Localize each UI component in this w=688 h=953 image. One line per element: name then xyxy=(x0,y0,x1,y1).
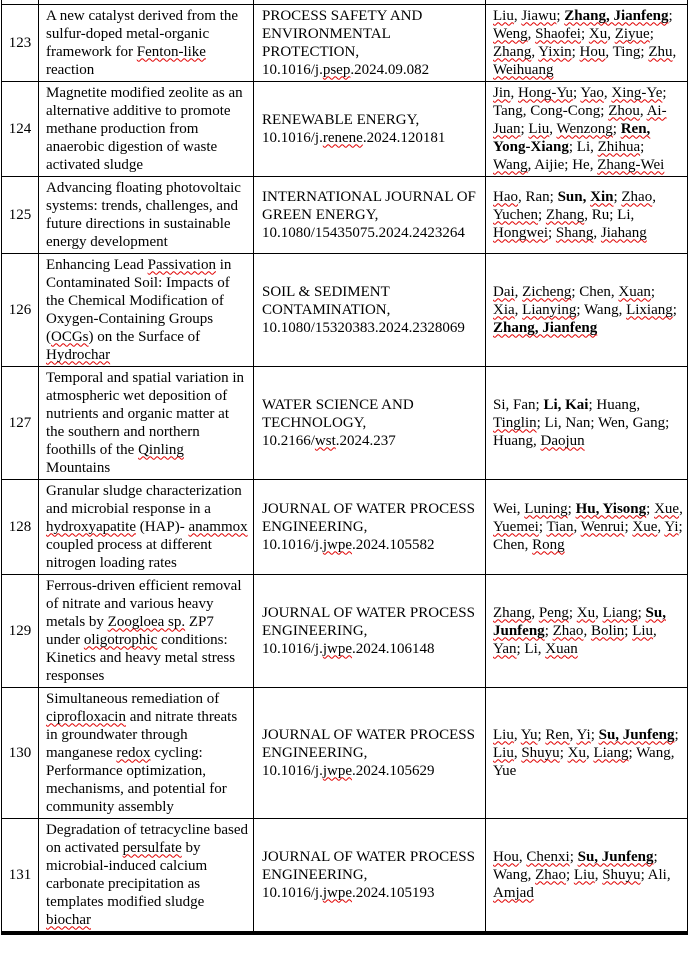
authors-cell xyxy=(486,574,688,687)
text-segment: ; xyxy=(520,120,529,137)
spellcheck-word: Weng xyxy=(493,25,528,42)
paper-title-cell xyxy=(39,479,254,574)
table-row xyxy=(2,574,688,687)
text-segment: ; Li, Nan; Wen, Gang; Huang, xyxy=(493,414,670,449)
spellcheck-word: wst xyxy=(314,432,336,449)
spellcheck-word: Wenzong xyxy=(556,120,613,137)
spellcheck-word: Xu xyxy=(588,25,608,42)
spellcheck-word: Liu xyxy=(493,726,514,743)
text-segment: WATER SCIENCE AND TECHNOLOGY, 10.2166/ xyxy=(262,396,414,449)
text-segment: , xyxy=(513,726,521,743)
text-segment: ; xyxy=(571,43,580,60)
text-segment: , xyxy=(657,518,665,535)
table-row xyxy=(2,81,688,176)
journal-doi-cell xyxy=(254,176,486,253)
spellcheck-word: Weihuang xyxy=(493,61,554,78)
paper-title-cell xyxy=(39,574,254,687)
text-segment: (HAP)- xyxy=(135,518,189,535)
spellcheck-word: oligotrophic xyxy=(83,631,158,648)
spellcheck-word: Liu xyxy=(493,744,514,761)
spellcheck-word: Zhu xyxy=(648,43,673,60)
spellcheck-word: Dai xyxy=(493,283,515,300)
spellcheck-word: Liu xyxy=(493,7,514,24)
journal-doi-cell xyxy=(254,574,486,687)
paper-title-cell xyxy=(39,687,254,818)
row-number-cell: 124 xyxy=(2,81,39,176)
text-segment: coupled process at different nitrogen loading rates xyxy=(46,536,212,571)
text-segment: Simultaneous remediation of xyxy=(46,690,220,707)
text-segment: Degradation of tetracycline based on activated xyxy=(46,821,248,856)
row-number-cell: 123 xyxy=(2,4,39,81)
text-segment: Magnetite modified zeolite as an alternative additive to promote methane production from anaerobic digestion of waste activated sludge xyxy=(46,84,243,173)
journal-doi-cell xyxy=(254,687,486,818)
text-segment: ; Chen, xyxy=(493,518,683,553)
text-segment: SOIL & SEDIMENT CONTAMINATION, 10.1080/15320383.2024.2328069 xyxy=(262,283,465,336)
journal-doi-cell xyxy=(254,366,486,479)
text-segment: ; xyxy=(612,120,621,137)
text-segment: Granular sludge characterization and microbial response in a xyxy=(46,482,242,517)
spellcheck-word: biochar xyxy=(46,911,91,928)
text-segment: Si, Fan; xyxy=(493,396,544,413)
text-segment: ; xyxy=(640,138,645,155)
spellcheck-word: Liu xyxy=(573,866,595,883)
spellcheck-word: Su, Junfeng xyxy=(577,848,654,865)
spellcheck-word: Qinling xyxy=(138,441,184,458)
spellcheck-word: Chenxi xyxy=(526,848,570,865)
spellcheck-word: Zhang-Wei xyxy=(597,156,665,173)
spellcheck-word: Jin xyxy=(493,84,511,101)
spellcheck-word: Zhao xyxy=(621,188,653,205)
text-segment: , Ting; xyxy=(605,43,649,60)
spellcheck-word: Xu xyxy=(576,604,596,621)
text-segment: ; xyxy=(668,7,673,24)
spellcheck-word: jwpe xyxy=(322,640,353,657)
spellcheck-word: Shuyu xyxy=(602,866,641,883)
spellcheck-word: Lianying xyxy=(522,301,577,318)
text-segment: ; xyxy=(637,604,646,621)
text-segment: ; xyxy=(548,224,556,241)
spellcheck-word: jwpe xyxy=(322,536,353,553)
text-segment: ; Chen, xyxy=(571,283,619,300)
spellcheck-word: Xue xyxy=(654,500,680,517)
text-segment: RENEWABLE ENERGY, 10.1016/j. xyxy=(262,111,420,146)
text-segment: ; Wang, xyxy=(576,301,627,318)
spellcheck-word: Xing-Ye xyxy=(611,84,663,101)
text-segment: , xyxy=(639,102,647,119)
text-segment: .2024.105193 xyxy=(352,884,435,901)
text-segment: ; xyxy=(559,744,568,761)
publications-table-body xyxy=(2,0,688,933)
text-segment: , xyxy=(672,43,677,60)
authors-cell xyxy=(486,818,688,933)
text-segment: reaction xyxy=(46,61,95,78)
spellcheck-word: jwpe xyxy=(322,762,353,779)
spellcheck-word: Fenton-like xyxy=(136,43,206,60)
spellcheck-word: hydroxyapatite xyxy=(46,518,136,535)
table-row xyxy=(2,818,688,933)
spellcheck-word: Yuchen xyxy=(493,206,538,223)
text-segment: ; Wang, Yue xyxy=(493,744,675,779)
spellcheck-word: Ai-Juan xyxy=(493,102,667,137)
text-segment: .2024.120181 xyxy=(362,129,446,146)
paper-title-cell xyxy=(39,81,254,176)
authors-cell xyxy=(486,176,688,253)
spellcheck-word: renene xyxy=(322,129,363,146)
row-number-cell: 130 xyxy=(2,687,39,818)
text-segment: A new catalyst derived from the sulfur-doped metal-organic framework for xyxy=(46,7,239,60)
spellcheck-word: Ren xyxy=(545,726,570,743)
text-segment: ; Wang, xyxy=(493,848,658,883)
text-segment: ; xyxy=(674,726,679,743)
spellcheck-word: Yuemei xyxy=(493,518,539,535)
text-segment: cycling: Performance optimization, mechanisms, and potential for community assembly xyxy=(46,744,227,815)
spellcheck-word: Tian xyxy=(546,518,574,535)
spellcheck-word: Zhihua xyxy=(597,138,641,155)
text-segment: ; xyxy=(672,301,677,318)
text-segment: , xyxy=(531,43,539,60)
spellcheck-word: Daojun xyxy=(540,432,585,449)
journal-doi-cell xyxy=(254,479,486,574)
spellcheck-word: Yu xyxy=(520,726,538,743)
spellcheck-word: redox xyxy=(116,744,151,761)
spellcheck-word: Zhou xyxy=(608,102,640,119)
authors-cell xyxy=(486,366,688,479)
text-segment: , xyxy=(518,848,527,865)
text-segment: ; xyxy=(544,622,553,639)
text-segment: , xyxy=(679,500,683,517)
table-row xyxy=(2,253,688,366)
text-segment: .2024.106148 xyxy=(352,640,435,657)
row-number-cell: 131 xyxy=(2,818,39,933)
spellcheck-word: OCGs xyxy=(51,328,89,345)
text-segment: .2024.105629 xyxy=(352,762,435,779)
spellcheck-word: anammox xyxy=(188,518,248,535)
authors-cell xyxy=(486,479,688,574)
spellcheck-word: Wenrui xyxy=(580,518,625,535)
spellcheck-word: ciprofloxacin xyxy=(46,708,126,725)
text-segment: .2024.105582 xyxy=(352,536,435,553)
journal-doi-cell xyxy=(254,253,486,366)
text-segment: , xyxy=(514,283,523,300)
text-segment: ; Li, xyxy=(568,138,598,155)
text-segment: , xyxy=(603,84,612,101)
spellcheck-word: Zhang xyxy=(545,206,585,223)
text-segment: , Aijie; He, xyxy=(527,156,598,173)
text-segment: , xyxy=(594,866,603,883)
text-segment: .2024.09.082 xyxy=(350,61,430,78)
text-segment: Temporal and spatial variation in atmospheric wet deposition of nutrients and organic matter at the southern and northern foothills of the xyxy=(46,369,245,458)
text-segment: Mountains xyxy=(46,459,111,476)
text-segment: Sun, xyxy=(557,188,591,205)
text-segment: , xyxy=(593,224,601,241)
spellcheck-word: Zhao xyxy=(552,622,584,639)
text-segment: ; xyxy=(556,7,565,24)
text-segment: ; xyxy=(538,518,547,535)
table-row xyxy=(2,687,688,818)
text-segment: PROCESS SAFETY AND ENVIRONMENTAL PROTECTION, 10.1016/j. xyxy=(262,7,423,78)
spellcheck-word: Xu xyxy=(567,744,586,761)
spellcheck-word: Rong xyxy=(532,536,565,553)
text-segment: ; Ali, xyxy=(640,866,671,883)
text-segment: , xyxy=(531,604,539,621)
journal-doi-cell xyxy=(254,4,486,81)
spellcheck-word: Peng xyxy=(538,604,569,621)
spellcheck-word: Passivation xyxy=(147,256,216,273)
text-segment: ; xyxy=(590,726,599,743)
spellcheck-word: Xue xyxy=(632,518,658,535)
spellcheck-word: psep xyxy=(322,61,351,78)
spellcheck-word: Hu, Yisong xyxy=(575,500,647,517)
text-segment: ; xyxy=(538,206,546,223)
paper-title-cell xyxy=(39,253,254,366)
row-number-cell: 126 xyxy=(2,253,39,366)
paper-title-cell xyxy=(39,366,254,479)
spellcheck-word: Xuan xyxy=(618,283,651,300)
spellcheck-word: Yi xyxy=(664,518,679,535)
text-segment: ; xyxy=(568,604,577,621)
spellcheck-word: Su, Junfeng xyxy=(493,604,666,639)
text-segment: ; Tang, Cong-Cong; xyxy=(493,84,667,119)
text-segment: ; xyxy=(580,25,589,42)
text-segment: ; xyxy=(573,84,581,101)
spellcheck-word: Shang xyxy=(555,224,594,241)
text-segment: ; xyxy=(569,848,578,865)
text-segment: , xyxy=(607,25,615,42)
authors-cell xyxy=(486,253,688,366)
spellcheck-word: Hao xyxy=(493,188,518,205)
row-number-cell: 128 xyxy=(2,479,39,574)
spellcheck-word: Ziyue xyxy=(614,25,650,42)
text-segment: , xyxy=(549,120,557,137)
text-segment: ; xyxy=(567,500,576,517)
text-segment: , xyxy=(510,84,519,101)
text-segment: JOURNAL OF WATER PROCESS ENGINEERING, 10.1016/j. xyxy=(262,500,475,553)
spellcheck-word: Zhang xyxy=(493,604,532,621)
row-number-cell: 129 xyxy=(2,574,39,687)
spellcheck-word: Bolin xyxy=(590,622,625,639)
spellcheck-word: Yao xyxy=(580,84,604,101)
spellcheck-word: Lixiang xyxy=(626,301,673,318)
text-segment: , xyxy=(573,518,581,535)
authors-cell xyxy=(486,687,688,818)
spellcheck-word: Tinglin xyxy=(493,414,537,431)
spellcheck-word: Liu xyxy=(528,120,550,137)
text-segment: , xyxy=(513,744,522,761)
text-segment: by microbial-induced calcium carbonate precipitation as templates modified sludge xyxy=(46,839,208,910)
text-segment: Enhancing Lead xyxy=(46,256,148,273)
spellcheck-word: Ren, xyxy=(620,120,651,137)
text-segment: ; Li, xyxy=(516,640,546,657)
spellcheck-word: Liang xyxy=(593,744,629,761)
spellcheck-word: Liu xyxy=(632,622,654,639)
spellcheck-word: Luning xyxy=(524,500,568,517)
spellcheck-word: Xia xyxy=(493,301,515,318)
spellcheck-word: Su, Junfeng xyxy=(598,726,675,743)
spellcheck-word: Hongwei xyxy=(493,224,548,241)
text-segment: Wei, xyxy=(493,500,525,517)
text-segment: , xyxy=(653,622,657,639)
spellcheck-word: Zhang xyxy=(493,43,532,60)
spellcheck-word: persulfate xyxy=(122,839,182,856)
text-segment: ; xyxy=(649,25,654,42)
spellcheck-word: Xuan xyxy=(545,640,578,657)
text-segment: , xyxy=(585,744,594,761)
spellcheck-word: Yan xyxy=(493,640,517,657)
spellcheck-word: Shaofei xyxy=(535,25,581,42)
text-segment: ; xyxy=(646,500,655,517)
spellcheck-word: Hou xyxy=(493,848,519,865)
spellcheck-word: Amjad xyxy=(493,884,534,901)
journal-doi-cell xyxy=(254,81,486,176)
text-segment: in Contaminated Soil: Impacts of the Chemical Modification of Oxygen-Containing Groups ( xyxy=(46,256,232,345)
text-segment: JOURNAL OF WATER PROCESS ENGINEERING, 10.1016/j. xyxy=(262,726,475,779)
text-segment: ) on the Surface of xyxy=(88,328,201,345)
text-segment: Ferrous-driven efficient removal of nitrate and various heavy metals by xyxy=(46,577,242,630)
text-segment: , xyxy=(595,604,603,621)
row-number-cell: 125 xyxy=(2,176,39,253)
spellcheck-word: Jiawu xyxy=(521,7,557,24)
text-segment: , xyxy=(527,25,536,42)
text-segment: .2024.237 xyxy=(335,432,396,449)
text-segment: Advancing floating photovoltaic systems: trends, challenges, and future directions in sustainable energy development xyxy=(46,179,241,250)
text-segment: , xyxy=(652,188,656,205)
spellcheck-word: Yixin xyxy=(538,43,572,60)
text-segment: ; xyxy=(650,283,656,300)
paper-title-cell xyxy=(39,4,254,81)
paper-title-cell xyxy=(39,176,254,253)
text-segment: , Ru; Li, xyxy=(584,206,635,223)
text-segment: ZP7 under xyxy=(46,613,214,648)
text-segment: ; Huang, xyxy=(588,396,641,413)
spellcheck-word: jwpe xyxy=(322,884,353,901)
text-segment: , xyxy=(583,622,591,639)
text-segment: ; xyxy=(624,622,633,639)
table-row xyxy=(2,176,688,253)
journal-doi-cell xyxy=(254,818,486,933)
text-segment: , xyxy=(569,726,577,743)
row-number-cell: 127 xyxy=(2,366,39,479)
spellcheck-word: Hydrochar xyxy=(46,346,111,363)
spellcheck-word: Shuyu xyxy=(521,744,560,761)
text-segment: Yong-Xiang xyxy=(493,138,569,155)
text-segment: , xyxy=(514,301,523,318)
spellcheck-word: Zhao xyxy=(535,866,566,883)
spellcheck-word: Zhang, Jianfeng xyxy=(564,7,669,24)
spellcheck-word: Hou xyxy=(579,43,606,60)
spellcheck-word: Liang xyxy=(602,604,638,621)
spellcheck-word: Yi xyxy=(576,726,591,743)
text-segment: ; xyxy=(624,518,633,535)
spellcheck-word: Xin xyxy=(590,188,614,205)
table-row xyxy=(2,366,688,479)
table-row xyxy=(2,479,688,574)
text-segment: and nitrate threats in groundwater through manganese xyxy=(46,708,238,761)
text-segment: INTERNATIONAL JOURNAL OF GREEN ENERGY, 10.1080/15435075.2024.2423264 xyxy=(262,188,476,241)
spellcheck-word: Jiahang xyxy=(600,224,647,241)
text-segment: ; xyxy=(613,188,622,205)
text-segment: Li, Kai xyxy=(543,396,589,413)
text-segment: ; xyxy=(537,726,546,743)
authors-cell xyxy=(486,4,688,81)
text-segment: JOURNAL OF WATER PROCESS ENGINEERING, 10.1016/j. xyxy=(262,604,475,657)
table-row xyxy=(2,4,688,81)
text-segment: conditions: Kinetics and heavy metal stress responses xyxy=(46,631,236,684)
text-segment: JOURNAL OF WATER PROCESS ENGINEERING, 10.1016/j. xyxy=(262,848,475,901)
spellcheck-word: Hong-Yu xyxy=(518,84,574,101)
publications-table xyxy=(1,0,688,935)
spellcheck-word: Zicheng xyxy=(522,283,572,300)
text-segment: , xyxy=(513,7,522,24)
spellcheck-word: Zoogloea sp. xyxy=(107,613,186,630)
spellcheck-word: Wang xyxy=(493,156,528,173)
authors-cell xyxy=(486,81,688,176)
spellcheck-word: Zhang, Jianfeng xyxy=(493,319,598,336)
text-segment: , Ran; xyxy=(518,188,558,205)
text-segment: ; xyxy=(565,866,574,883)
paper-title-cell xyxy=(39,818,254,933)
